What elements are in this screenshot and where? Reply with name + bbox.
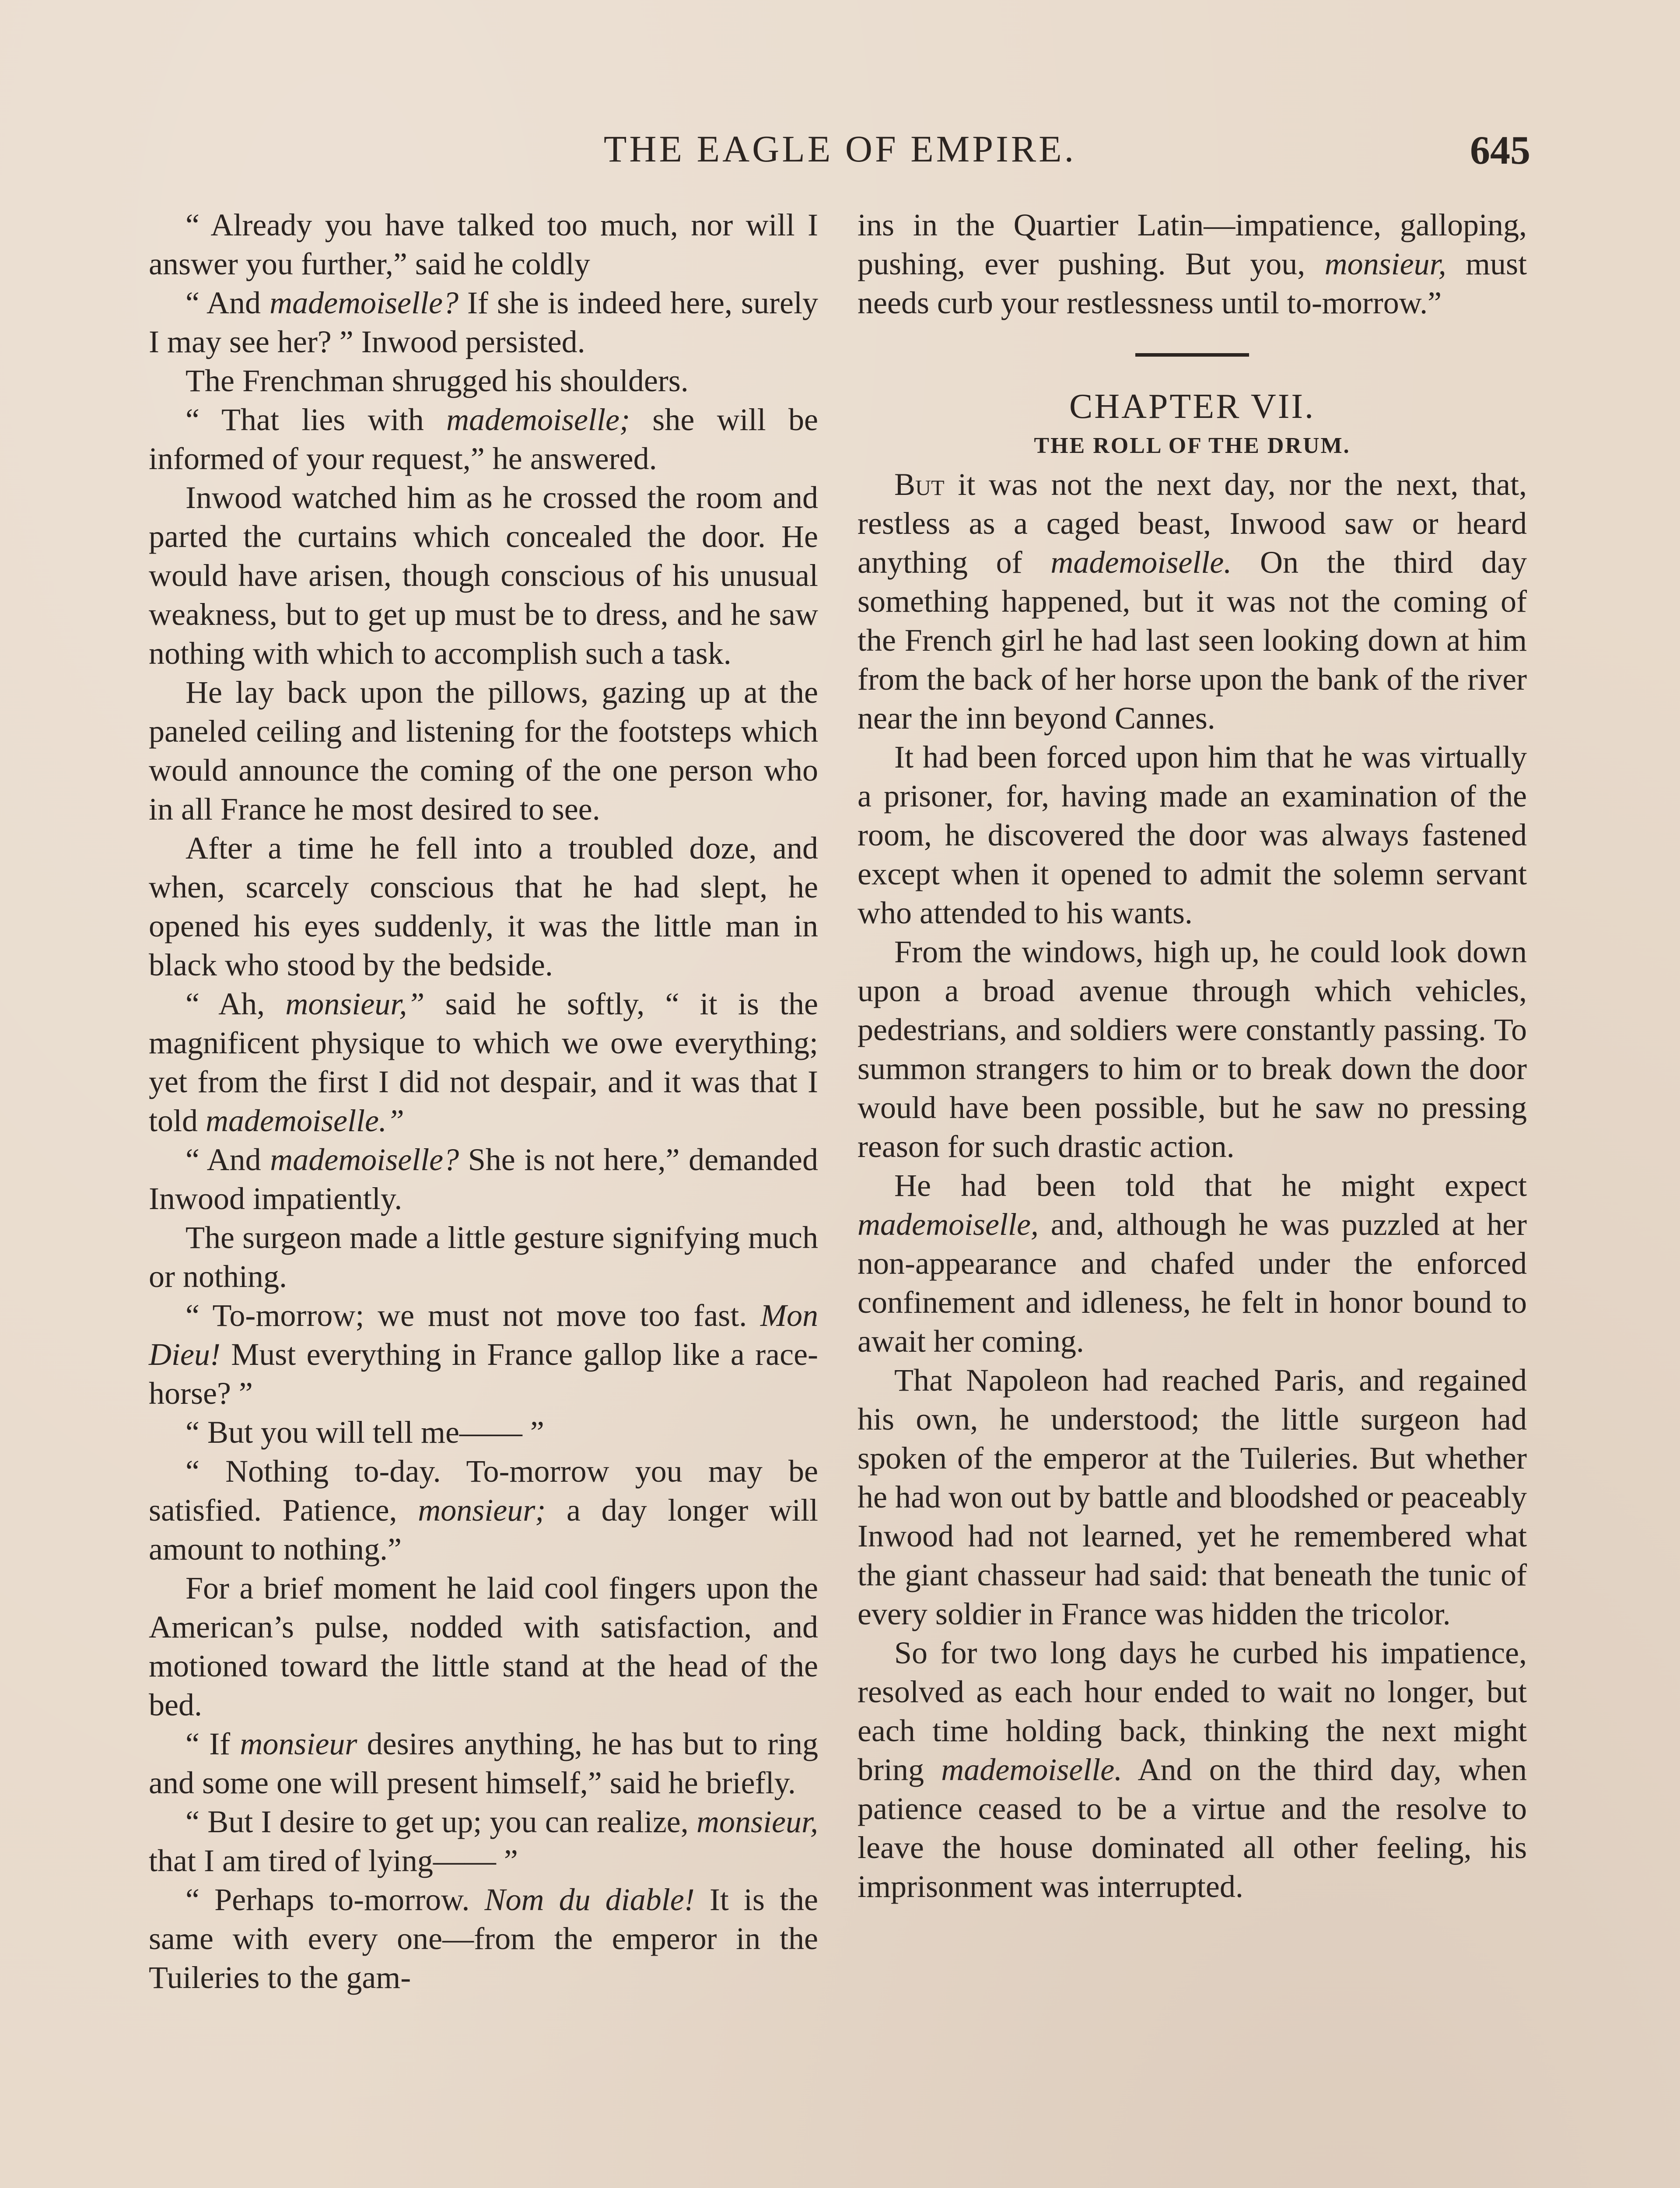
paragraph: “ Perhaps to-morrow. Nom du diable! It is the same with every one—from the emperor in the Tuileries to the gam- [149, 1882, 819, 1995]
paragraph: “ To-morrow; we must not move too fast. Mon Dieu! Must everything in France gallop like a race-horse? ” [149, 1298, 818, 1411]
paragraph: ins in the Quartier Latin—impatience, galloping, pushing, ever pushing. But you, monsieur, must needs curb your restlessness until to-morrow.” [858, 207, 1527, 320]
paragraph: After a time he fell into a troubled doze, and when, scarcely conscious that he had slept, he opened his eyes suddenly, it was the little man in black who stood by the bedside. [149, 831, 818, 982]
page-number: 645 [1470, 128, 1530, 172]
paragraph: “ But I desire to get up; you can realize, monsieur, that I am tired of lying—— ” [149, 1804, 818, 1878]
running-header-title: THE EAGLE OF EMPIRE. [603, 128, 1077, 170]
paragraph: “ That lies with mademoiselle; she will be informed of your request,” he answered. [149, 402, 818, 476]
paragraph: “ Nothing to-day. To-morrow you may be satisfied. Patience, monsieur; a day longer will amount to nothing.” [149, 1454, 818, 1567]
right-column [858, 206, 1527, 1906]
paragraph: Inwood watched him as he crossed the room and parted the curtains which concealed the door. He would have arisen, though conscious of his unusual weakness, but to get up must be to dress, and he saw nothing with which to accomplish such a task. [149, 480, 818, 671]
chapter-subtitle: THE ROLL OF THE DRUM. [1034, 433, 1351, 458]
paragraph: “ Already you have talked too much, nor will I answer you further,” said he coldly [149, 207, 818, 281]
chapter-title: CHAPTER VII. [1069, 387, 1316, 426]
paragraph: So for two long days he curbed his impatience, resolved as each hour ended to wait no longer, but each time holding back, thinking the next might bring mademoiselle. And on the third day, when patience ceased to be a virtue and the resolve to leave the house dominated all other feeling, his imprisonment was interrupted. [858, 1635, 1527, 1904]
paragraph: For a brief moment he laid cool fingers upon the American’s pulse, nodded with satisfaction, and motioned toward the little stand at the head of the bed. [149, 1571, 818, 1722]
paragraph: “ And mademoiselle? If she is indeed here, surely I may see her? ” Inwood persisted. [149, 285, 818, 359]
paragraph: That Napoleon had reached Paris, and regained his own, he understood; the little surgeon had spoken of the emperor at the Tuileries. But whether he had won out by battle and bloodshed or peaceably Inwood had not learned, yet he remembered what the giant chasseur had said: that beneath the tunic of every soldier in France was hidden the tricolor. [858, 1363, 1527, 1631]
paragraph: “ And mademoiselle? She is not here,” demanded Inwood impatiently. [149, 1142, 819, 1216]
paragraph: “ If monsieur desires anything, he has but to ring and some one will present himself,” said he briefly. [149, 1726, 818, 1800]
left-column [149, 206, 818, 1997]
paragraph: He had been told that he might expect mademoiselle, and, although he was puzzled at her non-appearance and chafed under the enforced confinement and idleness, he felt in honor bound to await her coming. [858, 1168, 1527, 1359]
paragraph: “ Ah, monsieur,” said he softly, “ it is the magnificent physique to which we owe everything; yet from the first I did not despair, and it was that I told mademoiselle.” [149, 986, 819, 1138]
section-divider [1135, 353, 1249, 357]
drop-word: But [894, 467, 945, 502]
paragraph: The Frenchman shrugged his shoulders. [186, 363, 689, 398]
paragraph: But it was not the next day, nor the next, that, restless as a caged beast, Inwood saw or heard anything of mademoiselle. On the third day something happened, but it was not the coming of the French girl he had last seen looking down at him from the back of her horse upon the bank of the river near the inn beyond Cannes. [858, 467, 1527, 736]
paragraph: From the windows, high up, he could look down upon a broad avenue through which vehicles, pedestrians, and soldiers were constantly passing. To summon strangers to him or to break down the door would have been possible, but he saw no pressing reason for such drastic action. [858, 934, 1527, 1164]
paragraph: “ But you will tell me—— ” [186, 1415, 544, 1450]
paragraph: The surgeon made a little gesture signifying much or nothing. [149, 1220, 818, 1294]
paragraph: He lay back upon the pillows, gazing up at the paneled ceiling and listening for the footsteps which would announce the coming of the one person who in all France he most desired to see. [149, 675, 818, 827]
paragraph: It had been forced upon him that he was virtually a prisoner, for, having made an examination of the room, he discovered the door was always fastened except when it opened to admit the solemn servant who attended to his wants. [858, 740, 1527, 930]
